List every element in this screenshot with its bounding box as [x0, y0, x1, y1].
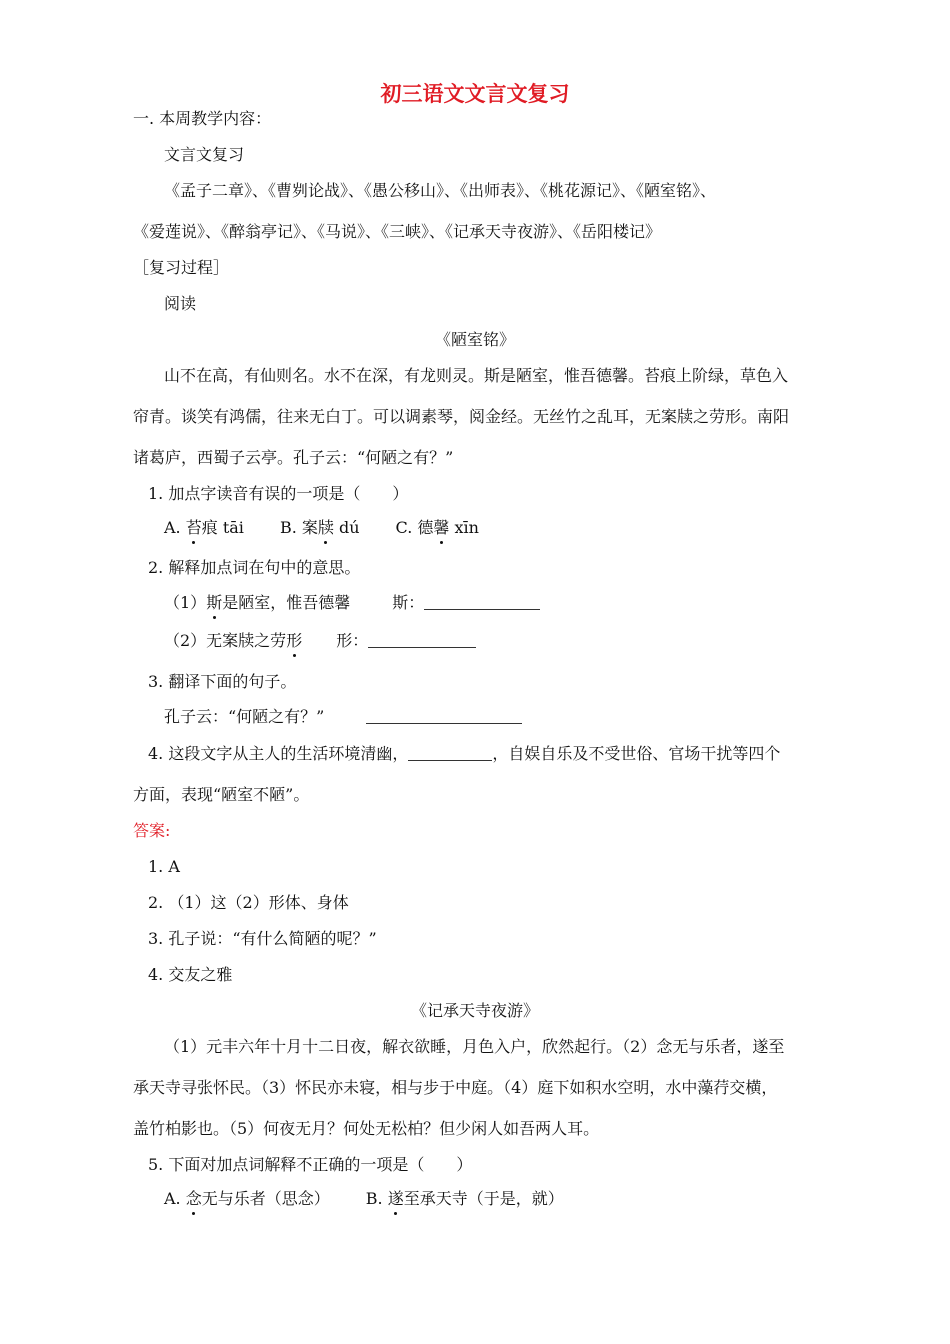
option-b-text: 至承天寺（于是，就） [403, 1189, 564, 1208]
dotted-char: 念 [185, 1189, 202, 1208]
option-b-label: B. 案 [279, 518, 318, 537]
question-2-stem: 2. 解释加点词在句中的意思。 [148, 558, 361, 577]
option-c-text: xīn [449, 518, 479, 537]
option-b-label: B. [365, 1189, 388, 1208]
passage-2-line-2: 承天寺寻张怀民。（3）怀民亦未寝，相与步于中庭。（4）庭下如积水空明，水中藻荇交横， [133, 1078, 778, 1097]
passage-2-title: 《记承天寺夜游》 [410, 1001, 539, 1020]
question-4-text-b: ，自娱自乐及不受世俗、官场干扰等四个 [492, 744, 781, 763]
question-5-options [164, 1189, 564, 1209]
answers-heading: 答案: [133, 821, 171, 840]
question-5-stem: 5. 下面对加点词解释不正确的一项是（ ） [148, 1155, 473, 1174]
passage-1-title: 《陋室铭》 [434, 330, 515, 349]
option-a-text: 痕 tāi [201, 518, 244, 537]
question-4-line-1 [148, 744, 780, 764]
option-a-text: 无与乐者（思念） [201, 1189, 330, 1208]
question-1-stem: 1. 加点字读音有误的一项是（ ） [148, 484, 409, 503]
part-text: 是陋室，惟吾德馨 [222, 593, 351, 612]
part-key: 斯： [392, 593, 425, 612]
question-3-sentence [164, 707, 522, 727]
part-number: （1） [164, 593, 207, 612]
question-1-options [164, 518, 479, 538]
answer-blank[interactable] [368, 631, 476, 648]
option-c-label: C. 德 [395, 518, 434, 537]
answer-blank[interactable] [408, 744, 492, 761]
dotted-char: 牍 [317, 518, 334, 537]
process-heading: ［复习过程］ [133, 258, 230, 277]
passage-2-line-3: 盖竹柏影也。（5）何夜无月？何处无松柏？但少闲人如吾两人耳。 [133, 1119, 600, 1138]
question-2-part-2 [164, 631, 476, 651]
sentence-text: 孔子云：“何陋之有？” [164, 707, 325, 726]
question-2-part-1 [164, 593, 540, 613]
part-key: 形： [336, 631, 369, 650]
part-text: （2）无案牍之劳 [164, 631, 287, 650]
dotted-char: 遂 [387, 1189, 404, 1208]
dotted-char: 形 [286, 631, 303, 650]
answer-4: 4. 交友之雅 [148, 965, 233, 984]
section-subject: 文言文复习 [164, 145, 245, 164]
option-a-label: A. [164, 518, 186, 537]
option-b-text: dú [333, 518, 360, 537]
section-heading: 一. 本周教学内容： [133, 109, 272, 128]
dotted-char: 馨 [433, 518, 450, 537]
answer-1: 1. A [148, 857, 180, 876]
question-3-stem: 3. 翻译下面的句子。 [148, 672, 297, 691]
dotted-char: 斯 [206, 593, 223, 612]
question-4-line-2: 方面，表现“陋室不陋”。 [133, 785, 310, 804]
document-title: 初三语文文言文复习 [380, 81, 570, 106]
answer-blank[interactable] [424, 593, 540, 610]
reading-label: 阅读 [164, 294, 197, 313]
question-4-text-a: 4. 这段文字从主人的生活环境清幽， [148, 744, 409, 763]
dotted-char: 苔 [185, 518, 202, 537]
passage-1-line-2: 帘青。谈笑有鸿儒，往来无白丁。可以调素琴，阅金经。无丝竹之乱耳，无案牍之劳形。南阳 [133, 407, 790, 426]
answer-2: 2. （1）这（2）形体、身体 [148, 893, 349, 912]
text-list-line-1: 《孟子二章》、《曹刿论战》、《愚公移山》、《出师表》、《桃花源记》、《陋室铭》、 [164, 181, 717, 200]
answer-3: 3. 孔子说：“有什么简陋的呢？” [148, 929, 377, 948]
passage-1-line-1: 山不在高，有仙则名。水不在深，有龙则灵。斯是陋室，惟吾德馨。苔痕上阶绿，草色入 [164, 366, 789, 385]
answer-blank[interactable] [366, 707, 522, 724]
passage-1-line-3: 诸葛庐，西蜀子云亭。孔子云：“何陋之有？” [133, 448, 454, 467]
option-a-label: A. [164, 1189, 186, 1208]
text-list-line-2: 《爱莲说》、《醉翁亭记》、《马说》、《三峡》、《记承天寺夜游》、《岳阳楼记》 [133, 222, 662, 241]
passage-2-line-1: （1）元丰六年十月十二日夜，解衣欲睡，月色入户，欣然起行。（2）念无与乐者，遂至 [164, 1037, 785, 1056]
